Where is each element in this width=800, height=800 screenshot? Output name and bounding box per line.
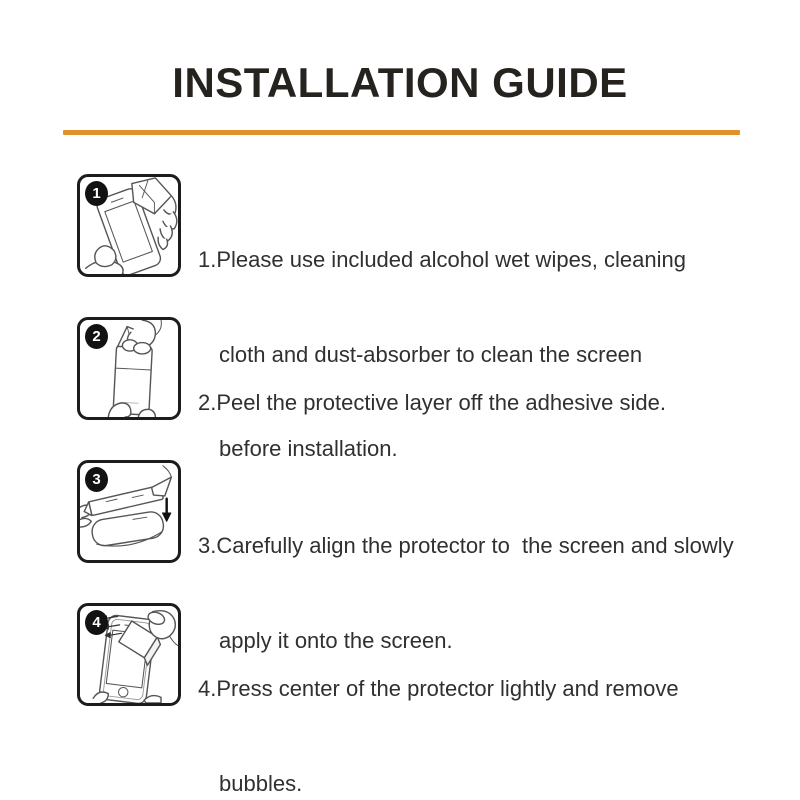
step-text-line: 3.Carefully align the protector to the screen and slowly <box>198 533 734 558</box>
step-2-illustration-box <box>77 317 181 420</box>
step-text-line: bubbles. <box>219 770 303 796</box>
step-text-line: 1.Please use included alcohol wet wipes, cleaning <box>198 247 686 272</box>
step-text-line: cloth and dust-absorber to clean the screen <box>219 341 643 367</box>
step-number-badge: 4 <box>85 610 108 635</box>
step-text-line: 4.Press center of the protector lightly and remove <box>198 676 679 701</box>
step-row-4 <box>0 603 800 796</box>
step-text-line: before installation. <box>219 436 398 461</box>
step-text-line: apply it onto the screen. <box>219 627 453 653</box>
step-row-3 <box>0 460 800 653</box>
step-4-illustration-box <box>77 603 181 706</box>
step-4-text <box>198 610 679 800</box>
step-1-illustration-box <box>77 174 181 277</box>
step-2-text <box>198 324 666 482</box>
step-row-2 <box>0 317 800 420</box>
step-3-illustration-box <box>77 460 181 563</box>
step-text-line: 2.Peel the protective layer off the adhesive side. <box>198 390 666 415</box>
step-number-badge: 2 <box>85 324 108 349</box>
step-number-badge: 3 <box>85 467 108 492</box>
page-title: INSTALLATION GUIDE <box>172 59 628 106</box>
step-number-badge: 1 <box>85 181 108 206</box>
accent-divider <box>63 130 740 135</box>
